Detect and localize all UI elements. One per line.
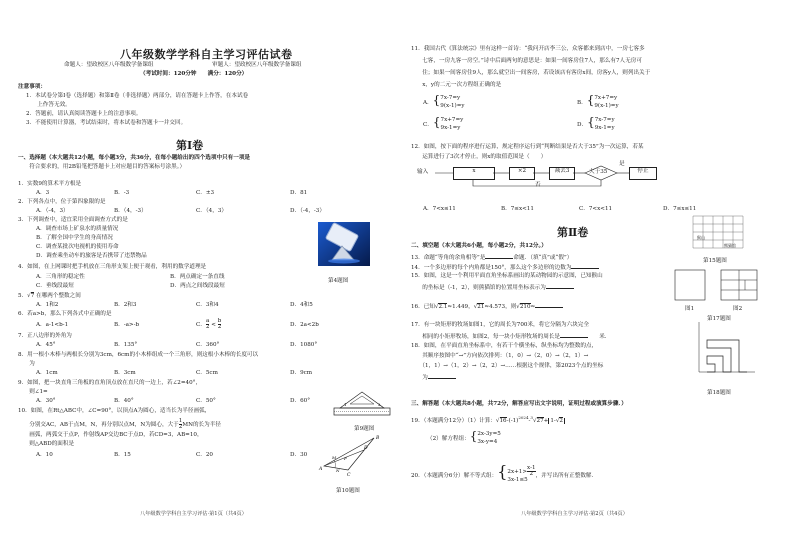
q13-text-b: 命题．（填“真”或“假”） <box>513 255 573 261</box>
q4-stem: 4．如图，在上网课时把手机放在三角形支架上便于观看，利用的数学道理是 <box>18 264 207 270</box>
flow-input: 输入 <box>417 169 429 175</box>
q8-stem: 8．用一根小木棒与两根长分别为3cm，6cm的小木棒组成一个三角形，则这根小木棒的长度可以 <box>18 352 259 358</box>
q11-opt-c-label: C． <box>423 122 433 128</box>
q12-opt-c: C．7<x<11 <box>579 206 613 212</box>
q8-opt-a: A．1cm <box>36 370 58 376</box>
cube-root-index: 3 <box>530 415 533 420</box>
q3-opt-c: C．调查某批次电视机的使用寿命 <box>36 244 119 250</box>
q11-d-eq1: 7x-7=y <box>594 116 615 123</box>
sqrt-sign: √ <box>473 304 478 310</box>
q3-opt-a: A．调查市场上矿泉水的质量情况 <box>36 226 119 232</box>
q7-opt-b: B．135° <box>114 342 138 348</box>
section-one-heading: 一、选择题（本大题共12小题，每小题3分，共36分，在每小题给出的四个选项中只有一项是 <box>18 155 251 161</box>
q20-fraction <box>527 466 536 477</box>
q2-stem: 2．下列各点中，位于第四象限的是 <box>18 199 106 205</box>
fig18-caption: 第18题图 <box>707 390 731 396</box>
q19-abs-one: 1- <box>550 417 556 424</box>
note-3: 3．不能使用计算器，考试结束时，将本试卷和答题卡一并交回。 <box>26 120 187 126</box>
q11-opt-a-label: A． <box>423 100 433 106</box>
q1-stem: 1．实数9的算术平方根是 <box>18 181 82 187</box>
q19-minus: - <box>528 417 531 424</box>
q15-line-2 <box>411 283 574 293</box>
q12-line-2: 运算进行了3次才停止，则x的取值范围是（ ） <box>411 154 547 160</box>
section-one-heading-2: 符合要求的，用2B铅笔把答题卡上对应题目的答案标号涂黑。） <box>18 164 186 170</box>
q19-eq1: 2x-3y=5 <box>477 430 501 437</box>
q19-part-2-label: （2）解方程组： <box>427 436 470 442</box>
q1-opt-b: B．-3 <box>114 190 130 196</box>
notes-title: 注意事项： <box>18 84 46 90</box>
q10-stem-5: 则△ABD的面积是 <box>18 441 75 447</box>
note-1b: 上作答无效。 <box>26 102 71 108</box>
svg-text:D: D <box>364 446 368 451</box>
q7-opt-a: A．45° <box>36 342 56 348</box>
pasture-figure-1 <box>673 268 707 302</box>
sqrt-sign: √ <box>555 417 560 424</box>
flow-box-x <box>453 167 495 180</box>
volume-two-heading: 第Ⅱ卷 <box>557 226 589 239</box>
q19-part-1-label: 19．（本题满分12分）（1）计算： <box>411 417 496 424</box>
setter-line: 命题人：望政校区八年级数学备课组 <box>64 62 154 68</box>
svg-text:C: C <box>347 473 351 478</box>
q10-opt-c: C．20 <box>196 452 213 458</box>
sqrt-sign: √ <box>516 304 520 310</box>
q6-opt-b: B．-a>-b <box>114 322 140 328</box>
q7-opt-d: D．1080° <box>290 342 318 348</box>
fraction-b-over-2: $\frac{b}{2}$ <box>217 318 222 330</box>
q6-opt-a: A．a-1<b-1 <box>36 322 69 328</box>
q6-opt-c-label: C． <box>196 322 206 328</box>
q17-line-1: 17．有一块矩形的牧场如图1，它的周长为700米，将它分隔为六块完全 <box>411 322 589 328</box>
fig10-caption: 第10题图 <box>336 488 360 494</box>
flow-box-subtract <box>549 167 575 180</box>
svg-text:N: N <box>336 468 340 473</box>
svg-text:2: 2 <box>378 402 381 407</box>
flow-no: 否 <box>535 182 541 188</box>
q20-instruction: ，并写出所有正整数解． <box>535 473 598 479</box>
q11-b-eq1: 7x+7=y <box>594 94 618 101</box>
q15-text: 的坐标是（-1，2），则熊猫馆的位置用坐标表示为 <box>411 285 546 291</box>
q3-opt-d: D．调查乘坐动车的旅客是否携带了违禁物品 <box>36 253 147 259</box>
q6-opt-c: C． $\frac{a}{2}$ < $\frac{b}{2}$ <box>196 318 222 330</box>
q19-radicand-2: 2 <box>559 417 563 424</box>
fig4-caption: 第4题图 <box>328 278 349 284</box>
q19-part-1 <box>411 414 565 425</box>
q11-c-eq2: 9x-1=y <box>440 124 461 131</box>
lattice-path-figure <box>693 320 757 378</box>
q15-blank[interactable] <box>546 283 574 289</box>
panda-house-label: 熊猫馆 <box>724 243 736 248</box>
q6-opt-d: D．2a<2b <box>290 322 319 328</box>
note-2: 2．答题前，请认真阅读答题卡上的注意事项。 <box>26 111 142 117</box>
q20-denominator: 2 <box>529 471 534 478</box>
q8-stem-2: 为 <box>18 361 35 367</box>
q4-opt-c: C．垂线段最短 <box>36 283 74 289</box>
q13-text-a: 13．命题“等角的余角相等”是 <box>411 255 486 261</box>
q19-radicand-16: 16 <box>499 417 507 424</box>
q2-opt-a: A．（-4，3） <box>36 208 69 214</box>
reviewer-line: 审题人：望政校区八年级数学备课组 <box>212 62 302 68</box>
q16-approx: ≈ <box>530 304 536 310</box>
q10-stem-2b: MN的长为半径 <box>182 422 221 428</box>
q1-opt-a: A．3 <box>36 190 50 196</box>
q8-opt-d: D．9cm <box>290 370 313 376</box>
q19-abs <box>548 418 565 424</box>
q14-text: 14．一个多边形的每个内角都是150°，那么这个多边形的边数为 <box>411 265 572 271</box>
q19-plus: + <box>543 417 549 424</box>
fig2-caption: 图2 <box>733 306 743 312</box>
q11-opt-a <box>423 94 465 110</box>
pasture-figure-2 <box>719 268 759 302</box>
flow-yes: 是 <box>619 161 625 167</box>
phone-stand-photo <box>318 222 370 266</box>
q4-opt-b: B．两点确定一条直线 <box>170 274 225 280</box>
fig9-caption: 第9题图 <box>354 426 375 432</box>
q8-opt-b: B．3cm <box>114 370 136 376</box>
q20-ineq2: 3x-1≤5 <box>507 477 528 484</box>
q12-line-1: 12．如图，按下面的程序进行运算，规定程序运行到“判断结果是否大于35”为一次运算，若某 <box>411 144 644 150</box>
q5-number: 5． <box>18 293 28 299</box>
q9-opt-b: B．40° <box>114 398 134 404</box>
q20-numerator: x-1 <box>527 465 536 472</box>
q7-opt-c: C．360° <box>196 342 220 348</box>
q19-part-2 <box>427 430 501 446</box>
q18-text: 为 <box>411 375 428 381</box>
q19-exponent: 2024 <box>518 415 529 420</box>
svg-text:M: M <box>332 455 337 460</box>
q17-unit: 米． <box>588 334 611 340</box>
q18-line-3: （1，1）→（1，2）→（2，2）→……根据这个规律，第2023个点的坐标 <box>411 363 604 369</box>
brace-icon: { <box>432 93 441 107</box>
q10-opt-b: B．15 <box>114 452 131 458</box>
q10-stem-4: 画弧，两弧交于点P，作射线AP交边BC于点D，若CD=3，AB=10， <box>18 432 203 438</box>
q16-blank[interactable] <box>535 302 563 308</box>
q11-opt-b-label: B． <box>577 100 587 106</box>
q11-a-eq1: 7x-7=y <box>440 94 461 101</box>
fraction-a-over-2: $\frac{a}{2}$ <box>205 318 210 330</box>
q11-opt-c <box>423 116 463 132</box>
q9-opt-d: D．60° <box>290 398 310 404</box>
q12-opt-b: B．7≤x<11 <box>501 206 534 212</box>
q20 <box>411 462 598 485</box>
q5-stem-text: 在哪两个整数之间 <box>34 293 81 299</box>
q1-opt-d: D．81 <box>290 190 308 196</box>
q16-radicand-2: 21 <box>477 304 485 310</box>
q11-line-1: 11．我国古代《算法统宗》里有这样一首诗：“我问开店李三公，众客都来到店中，一房七客多 <box>411 46 645 52</box>
q16-radicand-1: 2.1 <box>438 304 448 310</box>
q10-stem-2a: 分别交AC，AB于点M，N，再分别以点M，N为圆心，大于 <box>18 422 179 428</box>
brace-icon: { <box>497 462 508 481</box>
page-two-footer: 八年级数学学科自主学习评估·第2页（共4页） <box>521 511 628 517</box>
q19-neg-one: -(-1) <box>506 417 519 424</box>
svg-text:B: B <box>376 436 380 441</box>
q11-line-3: 住；如果一间客房住9人，那么就空出一间客房，若设该店有客房x间，房客y人，则列出关于 <box>411 70 651 76</box>
q11-c-eq1: 7x+7=y <box>440 116 464 123</box>
fig15-caption: 第15题图 <box>703 258 727 264</box>
page-one-footer: 八年级数学学科自主学习评估·第1页（共4页） <box>140 511 247 517</box>
q11-line-4: x，y的二元一次方程组正确的是 <box>411 82 502 88</box>
q10-stem-2 <box>18 419 221 430</box>
q12-opt-a: A．7<x≤11 <box>423 206 456 212</box>
note-1: 1．本试卷分第Ⅰ卷（选择题）和第Ⅱ卷（非选择题）两部分，请在答题卡上作答，在本试卷 <box>26 93 249 99</box>
monkey-hill-label: 猴山 <box>697 235 705 240</box>
sqrt-sign: √ <box>495 417 500 424</box>
q17-text: 相同的小矩形牧场，如图2，每一块小矩形牧场的周长是 <box>411 334 560 340</box>
q8-opt-c: C．5cm <box>196 370 218 376</box>
q20-ineq1 <box>507 466 535 477</box>
q12-opt-d: D．7≤x≤11 <box>663 206 697 212</box>
fig17-caption: 第17题图 <box>707 316 731 322</box>
flow-sub-label: 减去3 <box>554 168 570 174</box>
q2-opt-c: C．（4，3） <box>196 208 227 214</box>
q20-label: 20．（本题满分6分）解不等式组： <box>411 473 498 479</box>
sqrt-sign: √ <box>27 293 31 299</box>
exam-title: 八年级数学学科自主学习评估试卷 <box>120 48 293 61</box>
q3-stem: 3．下列调查中，适宜采用全面调查方式的是 <box>18 217 128 223</box>
q10-stem: 10．如图，在Rt△ABC中，∠C=90°，以顶点A为圆心，适当长为半径画弧， <box>18 408 211 414</box>
q16-value-1: ≈1.449， <box>447 304 474 310</box>
q5-opt-c: C．3和4 <box>196 302 219 308</box>
q5-stem <box>18 293 81 301</box>
flow-x-label: x <box>472 168 476 174</box>
program-flowchart <box>417 161 677 190</box>
q7-stem: 7．正八边形的外角为 <box>18 333 72 339</box>
q14 <box>411 263 599 273</box>
q9-opt-c: C．50° <box>196 398 216 404</box>
q18-line-2: 其顺序按图中“→”方向依次排列：（1，0）→（2，0）→（2，1）→ <box>411 353 589 359</box>
q11-line-2: 七客，一房九客一房空。”诗中后面两句的意思是：如果一间客房住7人，那么有7人无房可 <box>411 58 642 64</box>
q4-opt-a: A．三角形的稳定性 <box>36 274 85 280</box>
q1-opt-c: C．±3 <box>196 190 215 196</box>
q17-blank[interactable] <box>560 332 588 338</box>
q11-a-eq2: 9(x-1)=y <box>440 102 465 109</box>
q4-opt-d: D．两点之间线段最短 <box>170 283 225 289</box>
q5-opt-b: B．2和3 <box>114 302 137 308</box>
q18-line-1: 18．如图，在平面直角坐标系中，有若干个横坐标，纵坐标均为整数的点， <box>411 343 598 349</box>
q14-blank[interactable] <box>571 263 599 269</box>
flow-box-stop <box>629 167 657 180</box>
q13-blank[interactable] <box>485 253 513 259</box>
flow-stop-label: 停止 <box>637 168 649 174</box>
q18-blank[interactable] <box>428 373 456 379</box>
fig1-caption: 图1 <box>685 306 695 312</box>
q5-opt-a: A．1和2 <box>36 302 59 308</box>
sqrt-sign: √ <box>532 417 537 424</box>
q2-opt-d: D．（-4，-3） <box>290 208 325 214</box>
brace-icon: { <box>469 429 478 443</box>
q16-value-2: ≈4.573，则 <box>484 304 517 310</box>
q10-opt-a: A．10 <box>36 452 53 458</box>
svg-text:1: 1 <box>344 402 347 407</box>
q6-stem: 6．若a>b，那么下列各式中正确的是 <box>18 311 112 317</box>
svg-text:A: A <box>319 467 323 472</box>
q16-radicand-3: 210 <box>519 304 531 310</box>
q9-opt-a: A．30° <box>36 398 56 404</box>
triangle-abc-figure <box>318 430 384 480</box>
q16-pre: 16．已知 <box>411 304 435 310</box>
q17-line-2 <box>411 332 610 342</box>
brace-icon: { <box>432 115 441 129</box>
q16 <box>411 302 563 312</box>
q13 <box>411 253 572 263</box>
q2-opt-b: B．（4，-3） <box>114 208 147 214</box>
brace-icon: { <box>586 93 595 107</box>
q11-d-eq2: 9x-1=y <box>594 124 615 131</box>
phone-stand-illustration <box>318 222 370 266</box>
q9-stem-2: 则∠1= <box>18 389 48 395</box>
section-three-heading: 三、解答题（本大题共8小题，共72分，解答应写出文字说明，证明过程或演算步骤．） <box>411 401 627 407</box>
flow-mul-label: ×2 <box>517 168 527 174</box>
q5-opt-d: D．4和5 <box>290 302 313 308</box>
q11-opt-b <box>577 94 619 110</box>
volume-one-heading: 第Ⅰ卷 <box>176 139 204 152</box>
q15-line-1: 15．如图，这是一个利用平面直角坐标系画出的某动物园的示意图，已知猴山 <box>411 273 603 279</box>
q18-line-4 <box>411 373 456 383</box>
q11-opt-d <box>577 116 615 132</box>
q19-radicand-27: 27 <box>536 417 544 424</box>
time-score: （考试时间：120分钟 满分：120分） <box>140 71 248 77</box>
q9-stem: 9．如图，把一块直角三角板的直角顶点放在直尺的一边上，若∠2=40°， <box>18 380 202 386</box>
section-two-heading: 二、填空题（本大题共6小题，每小题2分，共12分。） <box>411 243 547 249</box>
q5-radicand: 7 <box>30 293 35 299</box>
svg-text:P: P <box>344 456 347 461</box>
flow-judge: 大于35 <box>589 169 608 175</box>
fraction-half: $\frac{1}{2}$ <box>178 418 183 430</box>
q3-opt-b: B．了解全国中学生的身高情况 <box>36 235 113 241</box>
q20-ineq1-left: 2x+1> <box>507 469 528 476</box>
q11-b-eq2: 9(x-1)=y <box>594 102 619 109</box>
q10-opt-d: D．30 <box>290 452 308 458</box>
ruler-triangle-figure <box>332 390 392 422</box>
sqrt-sign: √ <box>434 304 439 310</box>
q19-eq2: 3x-y=4 <box>477 438 498 445</box>
q11-opt-d-label: D． <box>577 122 588 128</box>
flow-box-multiply <box>509 167 535 180</box>
brace-icon: { <box>587 115 595 129</box>
page-two <box>397 0 794 550</box>
